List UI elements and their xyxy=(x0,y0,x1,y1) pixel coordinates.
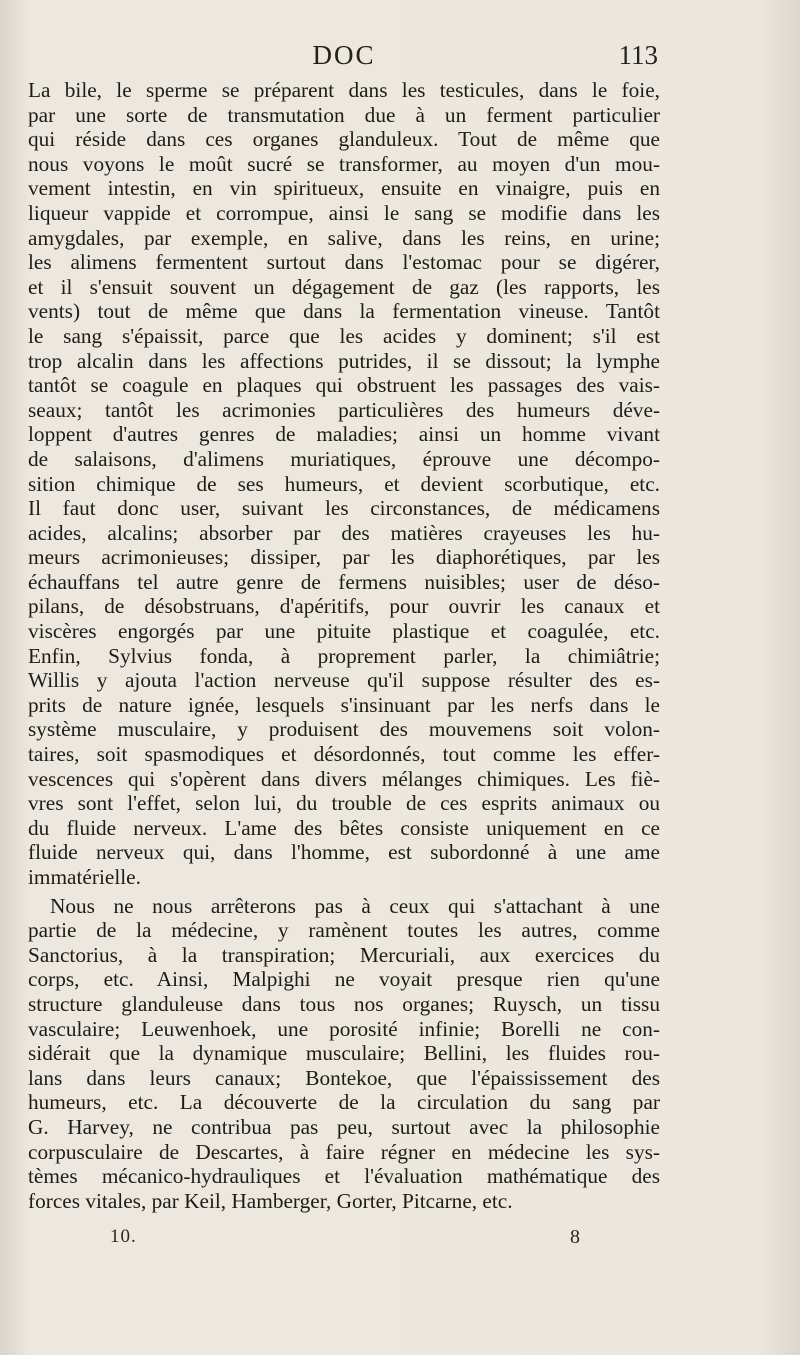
text-line: tantôt se coagule en plaques qui obstruent les passages des vais- xyxy=(28,373,660,398)
text-line: trop alcalin dans les affections putrides, il se dissout; la lymphe xyxy=(28,348,660,373)
text-line: nous voyons le moût sucré se transformer, au moyen d'un mou- xyxy=(28,151,660,176)
text-line: Enfin, Sylvius fonda, à proprement parler, la chimiâtrie; xyxy=(28,643,660,668)
text-line: sition chimique de ses humeurs, et devient scorbutique, etc. xyxy=(28,471,660,496)
text-line: humeurs, etc. La découverte de la circulation du sang par xyxy=(28,1090,660,1115)
text-line: taires, soit spasmodiques et désordonnés, tout comme les effer- xyxy=(28,742,660,767)
text-line: vasculaire; Leuwenhoek, une porosité infinie; Borelli ne con- xyxy=(28,1016,660,1041)
body-text xyxy=(28,78,660,1213)
text-line: du fluide nerveux. L'ame des bêtes consiste uniquement en ce xyxy=(28,815,660,840)
text-line: vescences qui s'opèrent dans divers mélanges chimiques. Les fiè- xyxy=(28,766,660,791)
page-header xyxy=(30,40,658,76)
text-line: corpusculaire de Descartes, à faire régner en médecine les sys- xyxy=(28,1139,660,1164)
text-line: les alimens fermentent surtout dans l'estomac pour se digérer, xyxy=(28,250,660,275)
signature-mark: 8 xyxy=(570,1226,580,1248)
text-line: seaux; tantôt les acrimonies particulières des humeurs déve- xyxy=(28,397,660,422)
text-line: Sanctorius, à la transpiration; Mercuriali, aux exercices du xyxy=(28,942,660,967)
page-number: 113 xyxy=(618,40,658,70)
text-line: immatérielle. xyxy=(28,865,141,889)
text-line: viscères engorgés par une pituite plastique et coagulée, etc. xyxy=(28,619,660,644)
text-line: partie de la médecine, y ramènent toutes les autres, comme xyxy=(28,918,660,943)
text-line: et il s'ensuit souvent un dégagement de gaz (les rapports, les xyxy=(28,274,660,299)
text-line: par une sorte de transmutation due à un ferment particulier xyxy=(28,102,660,127)
text-line: meurs acrimonieuses; dissiper, par les diaphorétiques, par les xyxy=(28,545,660,570)
text-line: amygdales, par exemple, en salive, dans les reins, en urine; xyxy=(28,225,660,250)
paragraph xyxy=(28,894,660,1214)
text-line: pilans, de désobstruans, d'apéritifs, pour ouvrir les canaux et xyxy=(28,594,660,619)
text-line: fluide nerveux qui, dans l'homme, est subordonné à une ame xyxy=(28,840,660,865)
text-line: lans dans leurs canaux; Bontekoe, que l'épaississement des xyxy=(28,1065,660,1090)
text-line: liqueur vappide et corrompue, ainsi le sang se modifie dans les xyxy=(28,200,660,225)
text-line: La bile, le sperme se préparent dans les testicules, dans le foie, xyxy=(28,78,660,102)
volume-number: 10. xyxy=(110,1226,137,1247)
text-line: qui réside dans ces organes glanduleux. Tout de même que xyxy=(28,127,660,152)
text-line: vement intestin, en vin spiritueux, ensuite en vinaigre, puis en xyxy=(28,176,660,201)
text-line: Willis y ajouta l'action nerveuse qu'il suppose résulter des es- xyxy=(28,668,660,693)
text-line: G. Harvey, ne contribua pas peu, surtout avec la philosophie xyxy=(28,1114,660,1139)
text-line: acides, alcalins; absorber par des matières crayeuses les hu- xyxy=(28,520,660,545)
text-line: prits de nature ignée, lesquels s'insinuant par les nerfs dans le xyxy=(28,692,660,717)
text-line: forces vitales, par Keil, Hamberger, Gorter, Pitcarne, etc. xyxy=(28,1188,513,1213)
text-line: corps, etc. Ainsi, Malpighi ne voyait presque rien qu'une xyxy=(28,967,660,992)
text-line: tèmes mécanico-hydrauliques et l'évaluation mathématique des xyxy=(28,1164,660,1189)
page-footer xyxy=(110,1226,580,1256)
text-line: sidérait que la dynamique musculaire; Bellini, les fluides rou- xyxy=(28,1041,660,1066)
text-line: vents) tout de même que dans la fermentation vineuse. Tantôt xyxy=(28,299,660,324)
text-line: de salaisons, d'alimens muriatiques, éprouve une décompo- xyxy=(28,446,660,471)
text-line: structure glanduleuse dans tous nos organes; Ruysch, un tissu xyxy=(28,991,660,1016)
running-head: DOC xyxy=(312,40,376,70)
text-line: loppent d'autres genres de maladies; ainsi un homme vivant xyxy=(28,422,660,447)
paragraph xyxy=(28,78,660,890)
text-line: vres sont l'effet, selon lui, du trouble de ces esprits animaux ou xyxy=(28,791,660,816)
text-line: le sang s'épaissit, parce que les acides y dominent; s'il est xyxy=(28,323,660,348)
text-line: échauffans tel autre genre de fermens nuisibles; user de déso- xyxy=(28,569,660,594)
text-line: Nous ne nous arrêterons pas à ceux qui s'attachant à une xyxy=(50,893,660,918)
text-line: système musculaire, y produisent des mouvemens soit volon- xyxy=(28,717,660,742)
text-line: Il faut donc user, suivant les circonstances, de médicamens xyxy=(28,496,660,521)
